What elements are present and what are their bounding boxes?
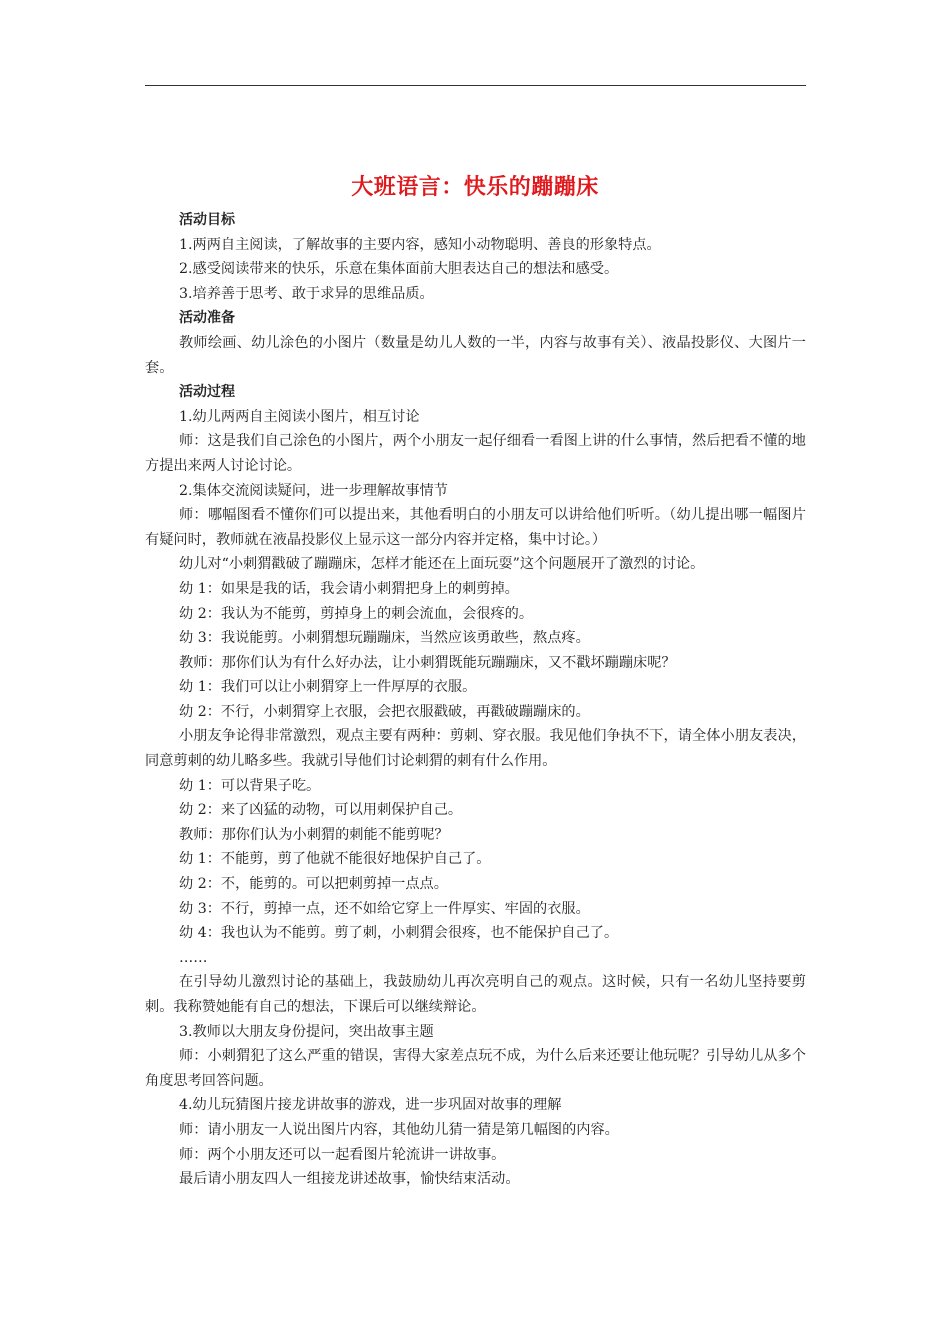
body-paragraph: 师：请小朋友一人说出图片内容，其他幼儿猜一猜是第几幅图的内容。: [179, 1121, 619, 1138]
body-paragraph: 幼 4：我也认为不能剪。剪了刺，小刺猬会很疼，也不能保护自己了。: [179, 925, 619, 942]
body-paragraph: 师：哪幅图看不懂你们可以提出来，其他看明白的小朋友可以讲给他们听听。（幼儿提出哪一幅图片有疑问时，教师就在液晶投影仪上显示这一部分内容并定格，集中讨论。）: [145, 507, 806, 548]
body-paragraph: 3.培养善于思考、敢于求异的思维品质。: [179, 285, 434, 302]
body-paragraph: 3.教师以大朋友身份提问，突出故事主题: [179, 1023, 434, 1040]
body-paragraph: 2.感受阅读带来的快乐，乐意在集体面前大胆表达自己的想法和感受。: [179, 261, 619, 278]
document-body: [145, 208, 806, 1192]
body-paragraph: 幼 1：如果是我的话，我会请小刺猬把身上的刺剪掉。: [179, 580, 519, 597]
body-paragraph: 幼 1：不能剪，剪了他就不能很好地保护自己了。: [179, 851, 491, 868]
section-heading: 活动准备: [179, 310, 235, 327]
body-paragraph: 4.幼儿玩猜图片接龙讲故事的游戏，进一步巩固对故事的理解: [179, 1097, 562, 1114]
body-paragraph: 小朋友争论得非常激烈，观点主要有两种：剪刺、穿衣服。我见他们争执不下，请全体小朋友表决，同意剪刺的幼儿略多些。我就引导他们讨论刺猬的刺有什么作用。: [145, 728, 806, 770]
body-paragraph: 师：两个小朋友还可以一起看图片轮流讲一讲故事。: [179, 1146, 506, 1163]
header-rule: [145, 85, 806, 86]
body-paragraph: 师：小刺猬犯了这么严重的错误，害得大家差点玩不成，为什么后来还要让他玩呢？引导幼儿从多个角度思考回答问题。: [145, 1048, 806, 1089]
body-paragraph: 1.两两自主阅读，了解故事的主要内容，感知小动物聪明、善良的形象特点。: [179, 236, 661, 253]
body-paragraph: 幼 3：我说能剪。小刺猬想玩蹦蹦床，当然应该勇敢些，熬点疼。: [179, 630, 590, 647]
body-paragraph: 幼 2：来了凶猛的动物，可以用刺保护自己。: [179, 802, 463, 819]
body-paragraph: 幼儿对“小刺猬戳破了蹦蹦床，怎样才能还在上面玩耍”这个问题展开了激烈的讨论。: [179, 556, 705, 573]
body-paragraph: 教师：那你们认为有什么好办法，让小刺猬既能玩蹦蹦床，又不戳坏蹦蹦床呢？: [179, 654, 676, 671]
body-paragraph: 最后请小朋友四人一组接龙讲述故事，愉快结束活动。: [179, 1171, 520, 1188]
body-paragraph: 2.集体交流阅读疑问，进一步理解故事情节: [179, 482, 448, 499]
body-paragraph: 1.幼儿两两自主阅读小图片，相互讨论: [179, 408, 420, 425]
body-paragraph: 幼 1：可以背果子吃。: [179, 777, 321, 794]
body-paragraph: 幼 3：不行，剪掉一点，还不如给它穿上一件厚实、牢固的衣服。: [179, 900, 590, 917]
body-paragraph: 幼 1：我们可以让小刺猬穿上一件厚厚的衣服。: [179, 679, 477, 696]
document-title: 大班语言：快乐的蹦蹦床: [351, 175, 599, 200]
body-paragraph: 幼 2：不行，小刺猬穿上衣服，会把衣服戳破，再戳破蹦蹦床的。: [179, 703, 590, 720]
body-paragraph: ……: [179, 949, 208, 966]
body-paragraph: 幼 2：不，能剪的。可以把刺剪掉一点点。: [179, 876, 448, 893]
body-paragraph: 教师：那你们认为小刺猬的刺能不能剪呢？: [179, 826, 449, 843]
body-paragraph: 幼 2：我认为不能剪，剪掉身上的刺会流血，会很疼的。: [179, 605, 534, 622]
section-heading: 活动目标: [179, 212, 235, 228]
body-paragraph: 在引导幼儿激烈讨论的基础上，我鼓励幼儿再次亮明自己的观点。这时候，只有一名幼儿坚持要剪刺。我称赞她能有自己的想法，下课后可以继续辩论。: [145, 974, 806, 1015]
body-paragraph: 教师绘画、幼儿涂色的小图片（数量是幼儿人数的一半，内容与故事有关）、液晶投影仪、大图片一套。: [145, 334, 806, 376]
section-heading: 活动过程: [179, 384, 235, 401]
body-paragraph: 师：这是我们自己涂色的小图片，两个小朋友一起仔细看一看图上讲的什么事情，然后把看不懂的地方提出来两人讨论讨论。: [145, 433, 806, 474]
